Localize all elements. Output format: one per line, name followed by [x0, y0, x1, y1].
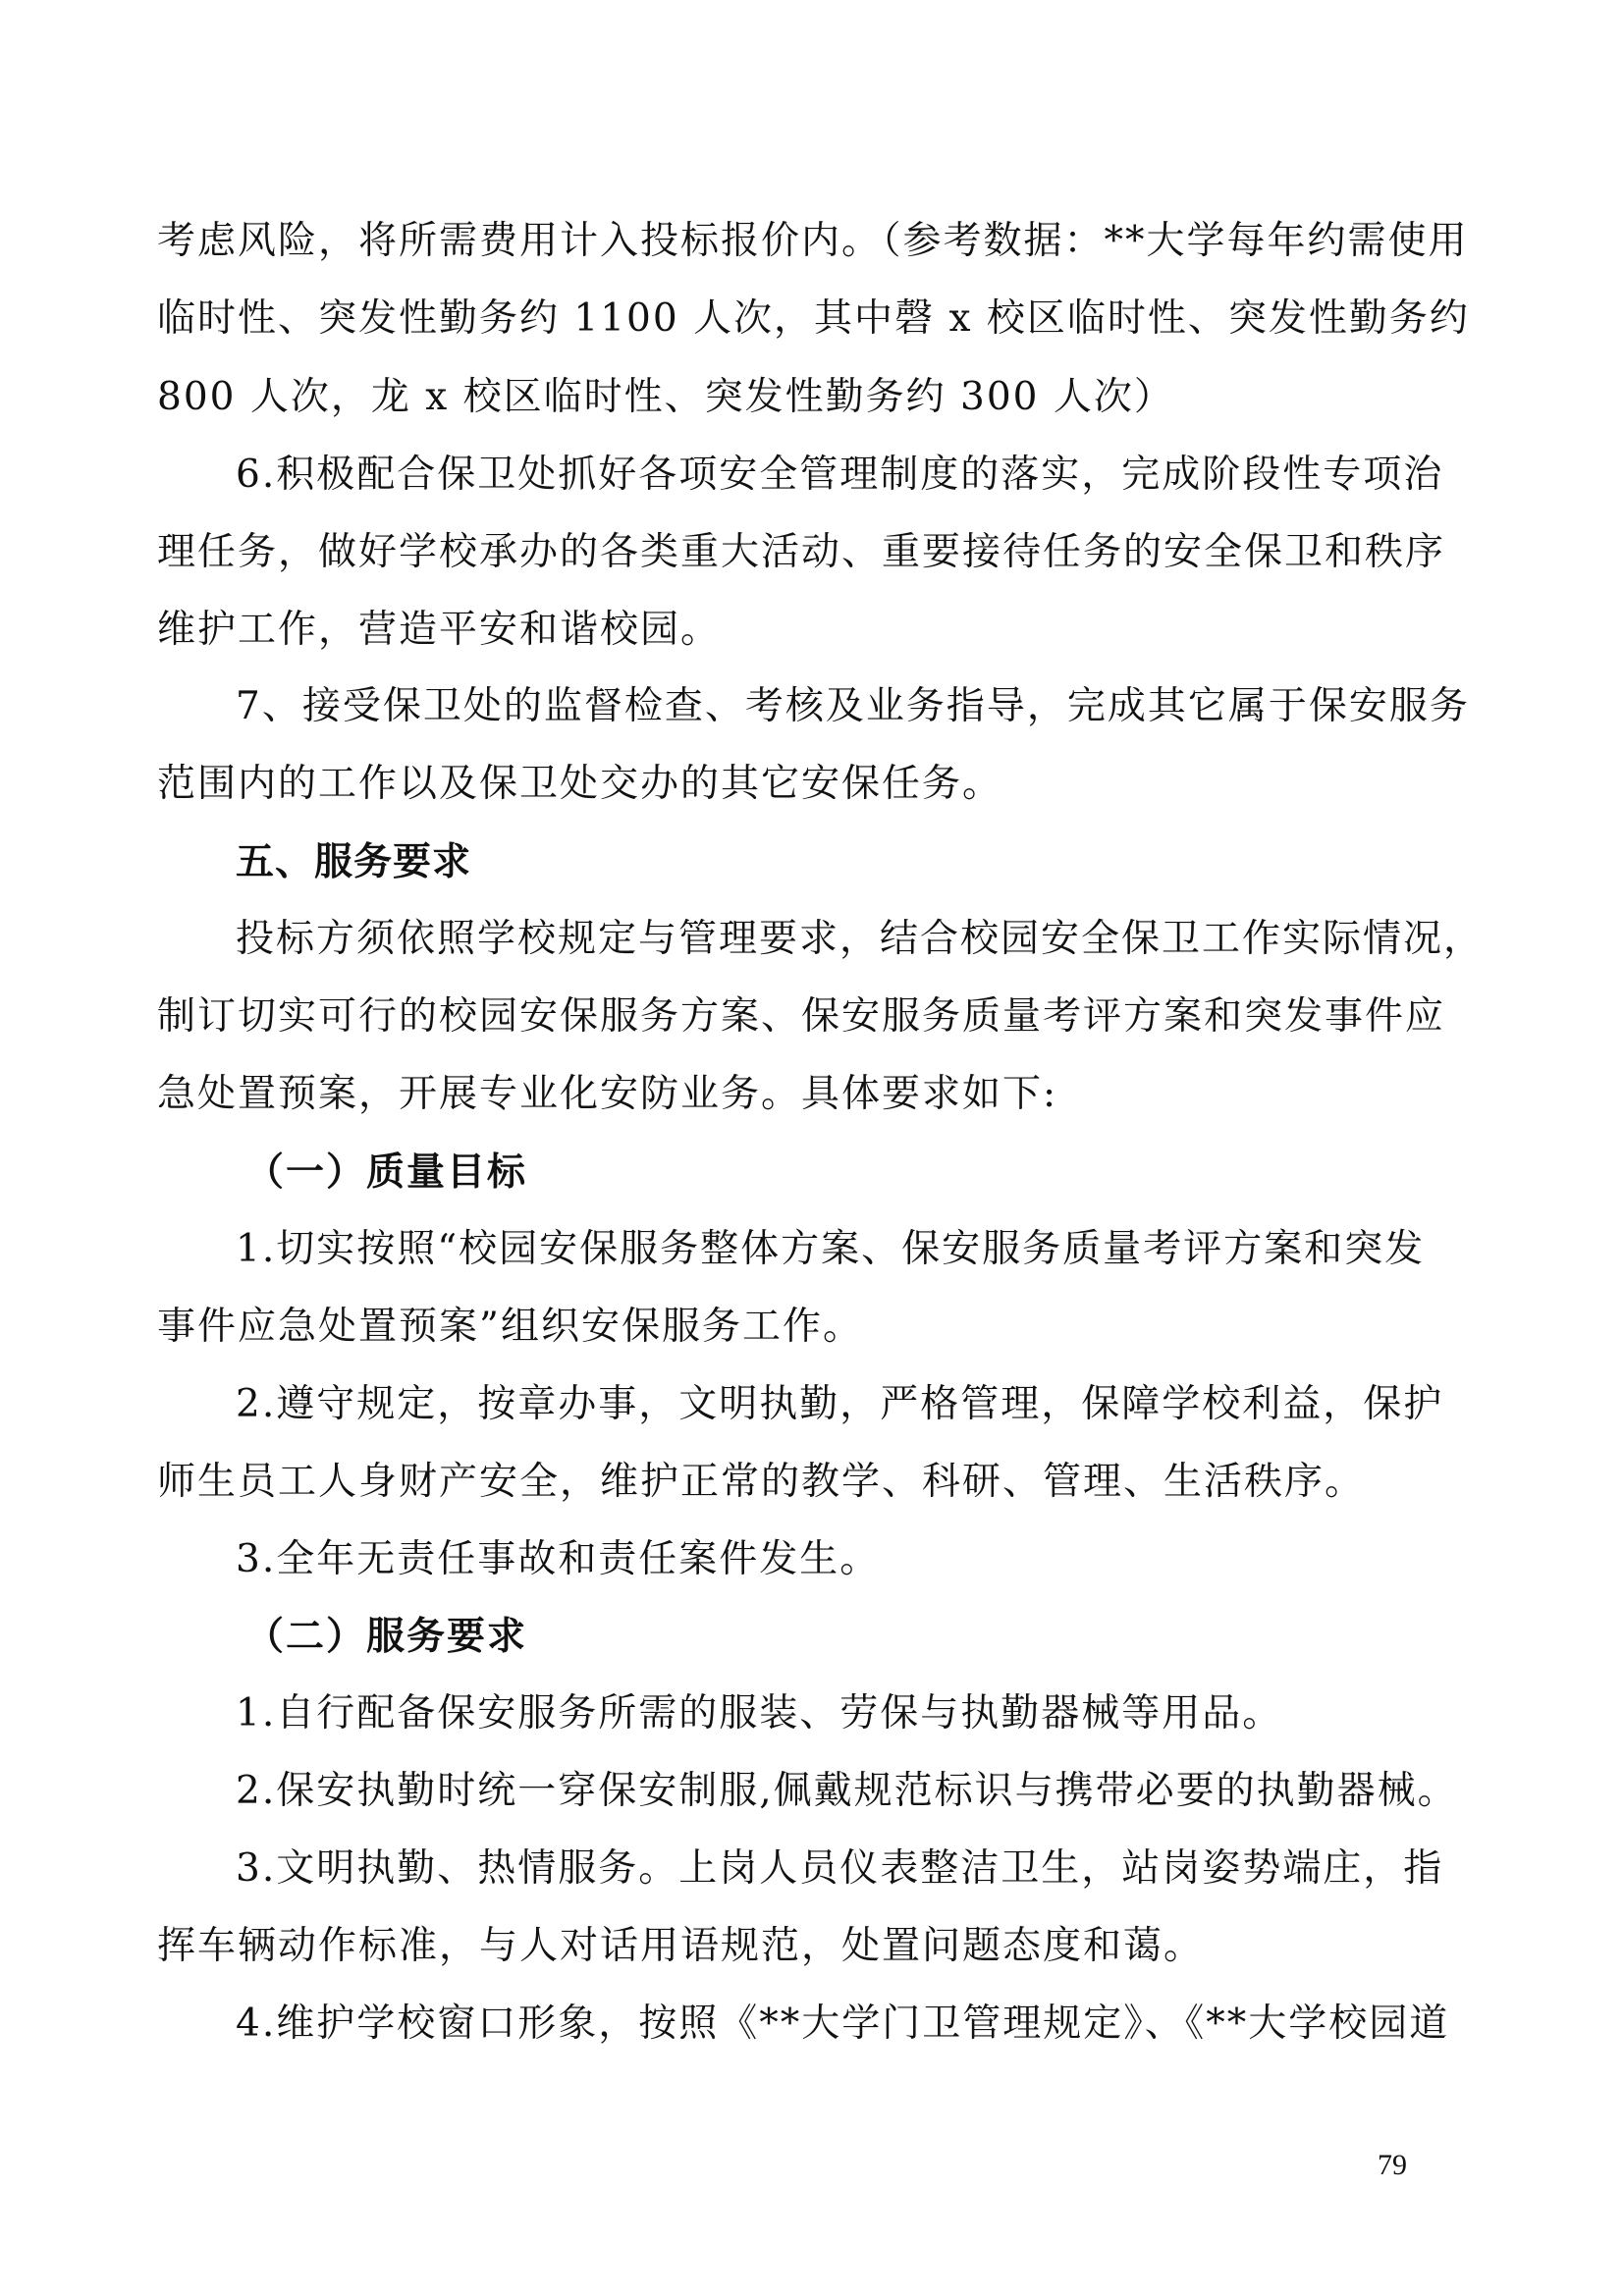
- subsection-heading: （二）服务要求: [245, 1614, 528, 1659]
- paragraph-line: 理任务，做好学校承办的各类重大活动、重要接待任务的安全保卫和秩序: [157, 530, 1446, 574]
- paragraph-line: 4.维护学校窗口形象，按照《**大学门卫管理规定》、《**大学校园道: [236, 2002, 1450, 2046]
- paragraph-line: 挥车辆动作标准，与人对话用语规范，处置问题态度和蔼。: [157, 1924, 1205, 1968]
- paragraph-line: 临时性、突发性勤务约 1100 人次，其中磬 x 校区临时性、突发性勤务约: [157, 296, 1470, 341]
- paragraph-line: 师生员工人身财产安全，维护正常的教学、科研、管理、生活秩序。: [157, 1460, 1366, 1504]
- paragraph-line: 3.全年无责任事故和责任案件发生。: [236, 1537, 881, 1581]
- paragraph-line: 3.文明执勤、热情服务。上岗人员仪表整洁卫生，站岗姿势端庄，指: [236, 1846, 1444, 1891]
- paragraph-line: 投标方须依照学校规定与管理要求，结合校园安全保卫工作实际情况，: [236, 917, 1485, 961]
- paragraph-line: 事件应急处置预案”组织安保服务工作。: [157, 1305, 863, 1349]
- paragraph-line: 7、接受保卫处的监督检查、考核及业务指导，完成其它属于保安服务: [236, 684, 1470, 728]
- paragraph-line: 1.切实按照“校园安保服务整体方案、保安服务质量考评方案和突发: [236, 1227, 1426, 1271]
- page-number: 79: [1378, 2149, 1407, 2181]
- paragraph-line: 范围内的工作以及保卫处交办的其它安保任务。: [157, 762, 1003, 806]
- paragraph-line: 考虑风险，将所需费用计入投标报价内。（参考数据：**大学每年约需使用: [157, 219, 1469, 263]
- paragraph-line: 制订切实可行的校园安保服务方案、保安服务质量考评方案和突发事件应: [157, 994, 1446, 1039]
- paragraph-line: 维护工作，营造平安和谐校园。: [157, 608, 722, 652]
- paragraph-line: 2.遵守规定，按章办事，文明执勤，严格管理，保障学校利益，保护: [236, 1382, 1444, 1426]
- paragraph-line: 急处置预案，开展专业化安防业务。具体要求如下:: [157, 1072, 1058, 1116]
- paragraph-line: 1.自行配备保安服务所需的服装、劳保与执勤器械等用品。: [236, 1691, 1283, 1735]
- paragraph-line: 2.保安执勤时统一穿保安制服,佩戴规范标识与携带必要的执勤器械。: [236, 1769, 1458, 1813]
- paragraph-line: 800 人次，龙 x 校区临时性、突发性勤务约 300 人次）: [157, 375, 1174, 419]
- subsection-heading: （一）质量目标: [245, 1149, 528, 1195]
- section-heading: 五、服务要求: [236, 839, 472, 884]
- paragraph-line: 6.积极配合保卫处抓好各项安全管理制度的落实，完成阶段性专项治: [236, 453, 1444, 497]
